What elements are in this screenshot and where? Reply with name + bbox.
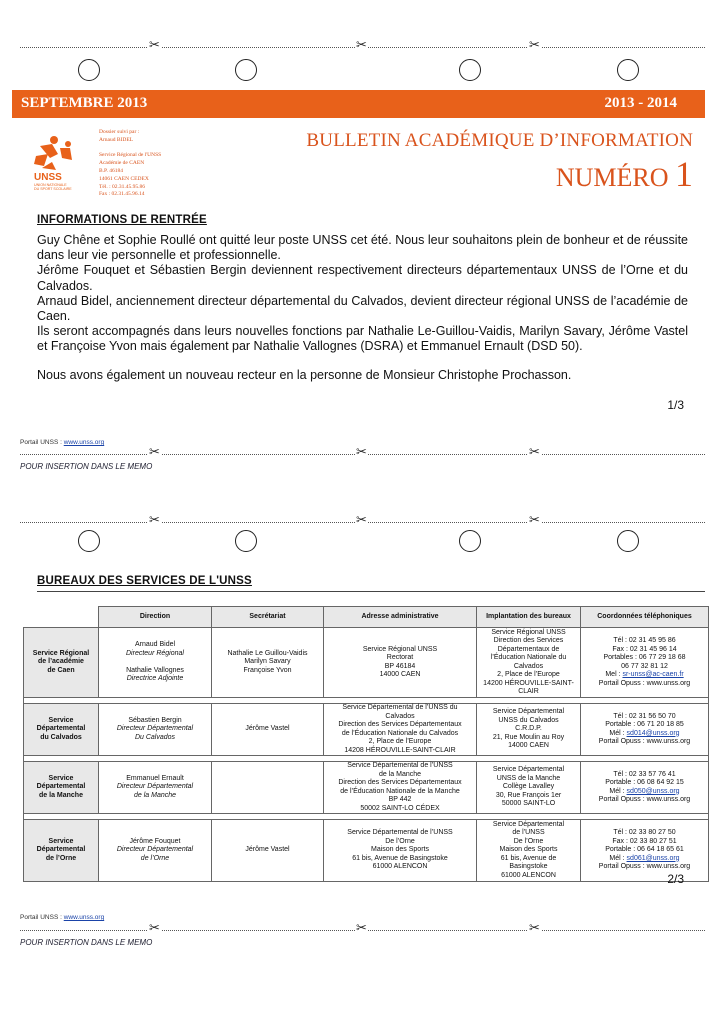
cell-line: Calvados bbox=[385, 712, 415, 720]
email-link[interactable]: sd061@unss.org bbox=[626, 854, 680, 862]
cell-line: Rectorat bbox=[386, 654, 414, 661]
implantation-cell bbox=[477, 820, 581, 882]
portail-link[interactable]: www.unss.org bbox=[63, 914, 105, 921]
cell-line: 50002 SAINT-LO CÉDEX bbox=[360, 804, 440, 812]
table-row bbox=[24, 762, 709, 814]
coordonnees-cell bbox=[581, 704, 709, 756]
cell-line: Service Départemental bbox=[492, 708, 565, 716]
svg-text:UNION NATIONALE: UNION NATIONALE bbox=[34, 183, 67, 187]
coordonnees-cell bbox=[581, 820, 709, 882]
cell-line: Nathalie Vallognes bbox=[126, 666, 184, 674]
cell-line: de l’Éducation Nationale de la Manche bbox=[340, 787, 460, 795]
cell-line: Service Départemental bbox=[492, 766, 565, 774]
scissors-icon: ✂ bbox=[529, 445, 540, 460]
cell-line: Départemental bbox=[36, 725, 86, 733]
direction-cell bbox=[99, 762, 212, 814]
cell-line: Portable : 06 64 18 65 61 bbox=[605, 846, 684, 854]
cell-line: 2, Place de l’Europe bbox=[368, 738, 432, 745]
cell-line: Portail Opuss : www.unss.org bbox=[598, 796, 691, 803]
cut-line bbox=[20, 513, 705, 529]
cell-line: 14000 CAEN bbox=[508, 742, 549, 750]
cell-line: Tél : 02 33 80 27 50 bbox=[613, 829, 676, 837]
unss-logo bbox=[30, 132, 92, 194]
contact-line: Service Régional de l'UNSS bbox=[99, 152, 162, 159]
cut-line-top bbox=[20, 38, 705, 54]
cell-line: Jérôme Vastel bbox=[245, 846, 290, 854]
cell-line: Maison des Sports bbox=[371, 846, 429, 854]
cell-line: Service bbox=[48, 774, 74, 782]
email-link[interactable]: sd050@unss.org bbox=[626, 787, 680, 795]
cell-line: Service bbox=[48, 837, 74, 845]
implantation-cell bbox=[477, 704, 581, 756]
cell-line: Basingstoke bbox=[509, 863, 548, 871]
column-header: Implantation des bureaux bbox=[477, 607, 581, 628]
svg-text:DU SPORT SCOLAIRE: DU SPORT SCOLAIRE bbox=[34, 187, 72, 191]
numero-value: 1 bbox=[675, 154, 693, 194]
cell-line: Direction des Services bbox=[493, 637, 564, 644]
coordonnees-cell bbox=[581, 628, 709, 698]
bureaux-table bbox=[23, 606, 709, 882]
cell-line: Départemental bbox=[36, 783, 86, 791]
cell-line: 50000 SAINT-LO bbox=[501, 800, 556, 808]
column-header: Coordonnées téléphoniques bbox=[581, 607, 709, 628]
cell-line: Mél : sd050@unss.org bbox=[609, 787, 680, 795]
cell-line: Portables : 06 77 29 18 68 bbox=[603, 654, 686, 661]
scissors-icon: ✂ bbox=[529, 921, 540, 936]
insertion-note: POUR INSERTION DANS LE MEMO bbox=[20, 462, 153, 471]
cell-line: Directeur Départemental bbox=[116, 846, 194, 854]
cell-line: l’Éducation Nationale du bbox=[490, 654, 567, 661]
cell-line: De l’Orne bbox=[385, 837, 415, 845]
scissors-icon: ✂ bbox=[149, 513, 160, 528]
cut-line bbox=[20, 921, 705, 937]
cell-line: UNSS du Calvados bbox=[498, 716, 559, 724]
cell-line: 30, Rue François 1er bbox=[495, 791, 562, 799]
paragraph: Ils seront accompagnés dans leurs nouvelles fonctions par Nathalie Le-Guillou-Vaidis, Marilyn Savary, Jérôme Vastel et Françoise Yvon mais également par Nathalie Vallognes (DSRA) et Emmanuel Ernault (DSD 50). bbox=[37, 324, 688, 354]
binder-hole-icon bbox=[78, 59, 100, 81]
binder-hole-icon bbox=[459, 59, 481, 81]
cell-line: Mél : sd014@unss.org bbox=[609, 729, 680, 737]
cell-line: Sébastien Bergin bbox=[128, 716, 182, 724]
cell-line: 21, Rue Moulin au Roy bbox=[492, 733, 565, 741]
rentree-text bbox=[37, 233, 688, 355]
cell-line: Direction des Services Départementaux bbox=[338, 721, 462, 728]
cell-line: C.R.D.P. bbox=[515, 725, 542, 733]
cell-line: Directeur Départemental bbox=[116, 783, 194, 791]
contact-line: Arnaud BIDEL bbox=[99, 136, 134, 143]
cell-line: Mel : sr-unss@ac-caen.fr bbox=[605, 671, 684, 678]
direction-cell bbox=[99, 820, 212, 882]
binder-hole-icon bbox=[78, 530, 100, 552]
cell-line: de la Manche bbox=[39, 791, 83, 799]
cell-line: Départementaux de bbox=[497, 645, 560, 653]
numero-label: NUMÉRO bbox=[555, 163, 669, 192]
contact-line bbox=[99, 145, 161, 153]
contact-line: Tél. : 02.31.45.95.86 bbox=[99, 183, 145, 190]
column-header: Secrétariat bbox=[212, 607, 324, 628]
cell-line: Tél : 02 31 45 95 86 bbox=[613, 637, 676, 644]
paragraph: Jérôme Fouquet et Sébastien Bergin deviennent respectivement directeurs départementaux UNSS de l’Orne et du Calvados. bbox=[37, 263, 688, 293]
cell-line: Du Calvados bbox=[134, 733, 176, 741]
cell-line: Mél : sd061@unss.org bbox=[609, 854, 680, 862]
cell-line: Maison des Sports bbox=[499, 846, 558, 854]
service-name bbox=[24, 762, 99, 814]
cell-line: Fax : 02 31 45 96 14 bbox=[612, 645, 677, 653]
cell-line: Service Régional UNSS bbox=[362, 645, 438, 653]
contact-line: B.P. 46184 bbox=[99, 167, 123, 174]
scissors-icon: ✂ bbox=[356, 921, 367, 936]
secretariat-cell bbox=[212, 628, 324, 698]
header-banner bbox=[12, 90, 705, 118]
cell-line: Portail Opuss : www.unss.org bbox=[598, 863, 691, 871]
cell-line: Jérôme Fouquet bbox=[129, 837, 181, 845]
cell-line: de l’Orne bbox=[140, 854, 170, 862]
cell-line: BP 46184 bbox=[384, 662, 416, 670]
cell-line: Directrice Adjointe bbox=[126, 675, 184, 683]
cell-line: Service bbox=[48, 716, 74, 724]
cell-line: 06 77 32 81 12 bbox=[621, 662, 668, 670]
cell-line: Portail Opuss : www.unss.org bbox=[598, 738, 691, 745]
portail-link[interactable]: www.unss.org bbox=[63, 439, 105, 446]
paragraph: Arnaud Bidel, anciennement directeur départemental du Calvados, devient directeur régional UNSS de l’académie de Caen. bbox=[37, 293, 688, 324]
adresse-cell bbox=[324, 704, 477, 756]
binder-hole-icon bbox=[617, 530, 639, 552]
cell-line: 14200 HÉROUVILLE-SAINT- bbox=[483, 679, 574, 687]
implantation-cell bbox=[477, 762, 581, 814]
cell-line: Portable : 06 08 64 92 15 bbox=[605, 779, 684, 786]
cell-line: Service Départemental bbox=[492, 820, 565, 828]
cell-line: Départemental bbox=[36, 846, 86, 854]
service-name bbox=[24, 628, 99, 698]
cell-line: Portail Opuss : www.unss.org bbox=[598, 679, 691, 687]
table-header-row bbox=[24, 607, 709, 628]
contact-line: Dossier suivi par : bbox=[99, 129, 140, 135]
column-header: Adresse administrative bbox=[324, 607, 477, 628]
section-title-rentree: INFORMATIONS DE RENTRÉE bbox=[37, 214, 207, 226]
scissors-icon: ✂ bbox=[356, 38, 367, 53]
scissors-icon: ✂ bbox=[529, 38, 540, 53]
binder-hole-icon bbox=[459, 530, 481, 552]
cell-line: Françoise Yvon bbox=[243, 666, 292, 674]
cell-line: Calvados bbox=[513, 662, 544, 670]
cell-line: Portable : 06 71 20 18 85 bbox=[605, 721, 684, 728]
cell-line: De l’Orne bbox=[513, 837, 544, 845]
rentree-closing: Nous avons également un nouveau recteur en la personne de Monsieur Christophe Prochasson. bbox=[37, 368, 572, 382]
cell-line: Collège Lavalley bbox=[502, 783, 555, 791]
cell-line bbox=[101, 658, 209, 667]
cell-line: 61 bis, Avenue de bbox=[500, 854, 557, 862]
table-row bbox=[24, 820, 709, 882]
contact-line: Académie de CAEN bbox=[99, 160, 145, 167]
cell-line: Marilyn Savary bbox=[244, 658, 291, 666]
cell-line: 61000 ALENCON bbox=[372, 863, 428, 871]
secretariat-cell bbox=[212, 704, 324, 756]
page-number: 2/3 bbox=[667, 872, 684, 886]
email-link[interactable]: sd014@unss.org bbox=[626, 729, 680, 737]
cell-line: Fax : 02 33 80 27 51 bbox=[612, 837, 677, 845]
cell-line: Service Départemental de l’UNSS bbox=[347, 762, 453, 769]
table-row bbox=[24, 704, 709, 756]
cell-line: Service Régional bbox=[32, 649, 90, 657]
cell-line: 14000 CAEN bbox=[379, 671, 421, 678]
banner-month: SEPTEMBRE 2013 bbox=[21, 95, 148, 111]
cell-line: de Caen bbox=[47, 666, 75, 674]
adresse-cell bbox=[324, 820, 477, 882]
cell-line: 2, Place de l’Europe bbox=[497, 671, 560, 678]
cell-line: CLAIR bbox=[518, 688, 539, 695]
cell-line: Nathalie Le Guillou-Vaidis bbox=[227, 649, 308, 657]
scissors-icon: ✂ bbox=[149, 921, 160, 936]
contact-line: 14061 CAEN CEDEX bbox=[99, 175, 149, 182]
cell-line: de la Manche bbox=[133, 791, 177, 799]
cell-line: 14208 HÉROUVILLE-SAINT-CLAIR bbox=[344, 746, 456, 754]
paragraph: Guy Chêne et Sophie Roullé ont quitté leur poste UNSS cet été. Nous leur souhaitons plein de bonheur et de réussite dans leur vie personnelle et professionnelle. bbox=[37, 233, 688, 263]
adresse-cell bbox=[324, 628, 477, 698]
secretariat-cell bbox=[212, 820, 324, 882]
bulletin-title: BULLETIN ACADÉMIQUE D’INFORMATION bbox=[306, 130, 693, 151]
column-header: Direction bbox=[99, 607, 212, 628]
cell-line: Emmanuel Ernault bbox=[126, 774, 184, 782]
contact-line: Fax : 02.31.45.96.14 bbox=[99, 191, 145, 198]
banner-season: 2013 - 2014 bbox=[604, 95, 677, 111]
svg-text:UNSS: UNSS bbox=[34, 172, 62, 183]
cell-line: du Calvados bbox=[40, 733, 82, 741]
scissors-icon: ✂ bbox=[149, 38, 160, 53]
cell-line: Jérôme Vastel bbox=[245, 725, 290, 733]
table-row bbox=[24, 628, 709, 698]
direction-cell bbox=[99, 704, 212, 756]
cell-line: Directeur Départemental bbox=[116, 725, 194, 733]
cell-line: Service Départemental de l’UNSS du bbox=[342, 704, 458, 711]
page-number: 1/3 bbox=[667, 398, 684, 412]
insertion-note: POUR INSERTION DANS LE MEMO bbox=[20, 938, 153, 947]
cell-line: Service Départemental de l’UNSS bbox=[347, 829, 453, 837]
cell-line: UNSS de la Manche bbox=[496, 774, 561, 782]
scissors-icon: ✂ bbox=[529, 513, 540, 528]
portail-footer: Portail UNSS : www.unss.org bbox=[20, 439, 105, 446]
service-name bbox=[24, 820, 99, 882]
binder-hole-icon bbox=[235, 59, 257, 81]
cell-line: de l’UNSS bbox=[512, 829, 545, 837]
unss-logo-icon bbox=[30, 132, 92, 194]
adresse-cell bbox=[324, 762, 477, 814]
scissors-icon: ✂ bbox=[356, 445, 367, 460]
cell-line: Tél : 02 31 56 50 70 bbox=[613, 712, 676, 720]
cell-line: Service Régional UNSS bbox=[491, 628, 566, 636]
cell-line: 61000 ALENCON bbox=[501, 871, 556, 879]
cut-line bbox=[20, 445, 705, 461]
cell-line: Tél : 02 33 57 76 41 bbox=[613, 770, 676, 778]
service-name bbox=[24, 704, 99, 756]
cell-line: de la Manche bbox=[378, 770, 422, 778]
scissors-icon: ✂ bbox=[149, 445, 160, 460]
cell-line: de l’Éducation Nationale du Calvados bbox=[341, 729, 459, 737]
binder-hole-icon bbox=[617, 59, 639, 81]
bulletin-number bbox=[556, 153, 693, 195]
coordonnees-cell bbox=[581, 762, 709, 814]
implantation-cell bbox=[477, 628, 581, 698]
email-link[interactable]: sr-unss@ac-caen.fr bbox=[622, 671, 684, 678]
cell-line: de l’académie bbox=[38, 658, 84, 666]
cell-line: Arnaud Bidel bbox=[134, 641, 176, 649]
section-title-bureaux: BUREAUX DES SERVICES DE L'UNSS bbox=[37, 575, 252, 587]
cell-line: de l’Orne bbox=[45, 854, 77, 862]
direction-cell bbox=[99, 628, 212, 698]
portail-footer: Portail UNSS : www.unss.org bbox=[20, 914, 105, 921]
scissors-icon: ✂ bbox=[356, 513, 367, 528]
cell-line: Direction des Services Départementaux bbox=[338, 779, 462, 786]
cell-line: Directeur Régional bbox=[126, 649, 184, 657]
binder-hole-icon bbox=[235, 530, 257, 552]
contact-block bbox=[99, 129, 161, 199]
secretariat-cell bbox=[212, 762, 324, 814]
cell-line: BP 442 bbox=[388, 796, 412, 803]
section-divider bbox=[37, 591, 705, 592]
cell-line: 61 bis, Avenue de Basingstoke bbox=[352, 854, 448, 862]
